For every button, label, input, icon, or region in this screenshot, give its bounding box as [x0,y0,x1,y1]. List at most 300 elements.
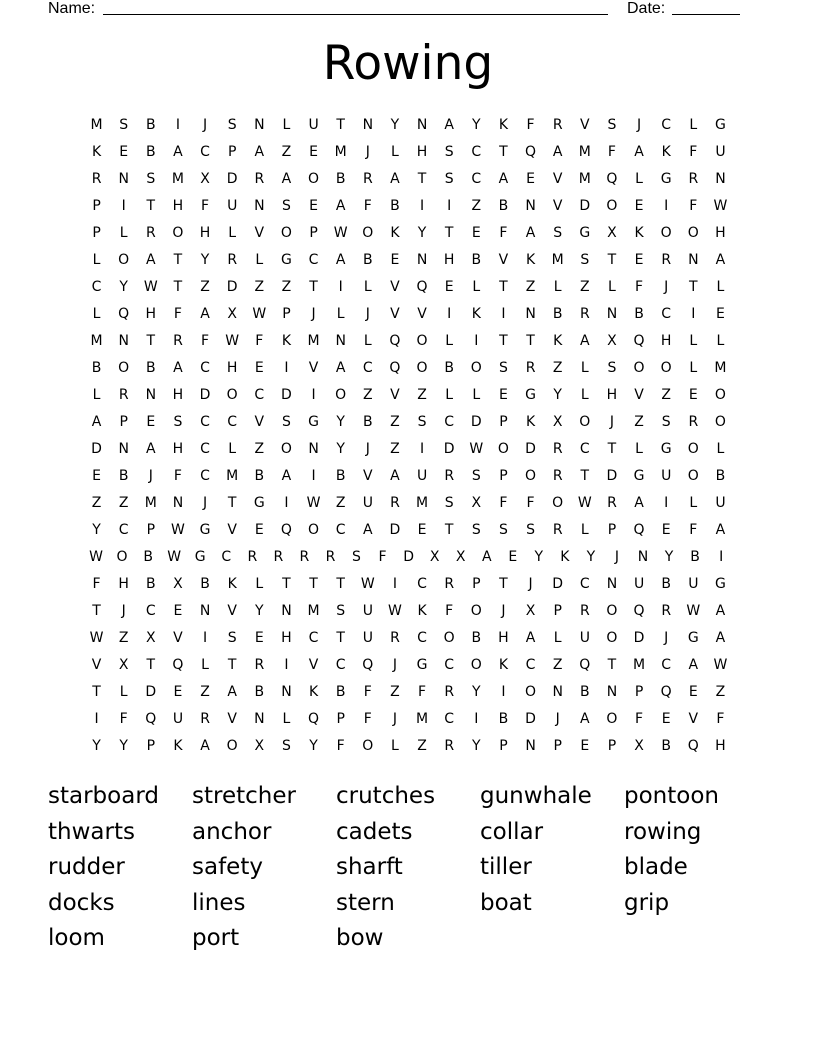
grid-letter: F [92,576,101,592]
grid-letter: J [555,711,560,727]
grid-letter: Q [633,603,645,619]
grid-letter: R [444,684,455,700]
grid-letter: T [336,576,345,592]
grid-letter: L [92,252,101,268]
grid-letter: X [525,603,536,619]
grid-letter: O [606,630,618,646]
grid-letter: A [146,252,156,268]
word-bank-item: rowing [624,818,702,845]
date-blank-line[interactable] [672,14,740,15]
grid-letter: I [392,576,397,592]
grid-letter: U [416,468,428,484]
grid-letter: W [167,549,182,565]
grid-letter: C [308,630,319,646]
grid-row [83,706,734,733]
grid-letter: Y [255,603,264,619]
grid-letter: H [606,387,618,403]
grid-letter: Q [172,657,184,673]
grid-letter: M [334,144,347,160]
grid-letter: I [121,198,126,214]
grid-letter: D [226,279,238,295]
grid-letter: S [444,495,454,511]
grid-letter: I [175,117,180,133]
grid-row [83,490,734,517]
grid-letter: O [226,387,238,403]
grid-letter: R [145,225,156,241]
grid-letter: A [281,468,292,484]
grid-letter: F [445,603,454,619]
grid-letter: S [471,522,481,538]
grid-letter: L [635,171,643,187]
word-bank-item: docks [48,889,115,916]
grid-letter: F [499,225,508,241]
grid-letter: Z [390,414,400,430]
grid-row [83,301,734,328]
grid-letter: L [228,225,237,241]
grid-row [83,517,734,544]
grid-letter: Q [525,144,537,160]
grid-letter: F [635,279,644,295]
grid-letter: G [633,468,645,484]
word-bank-item: safety [192,854,263,880]
grid-letter: G [194,549,206,565]
grid-letter: H [118,576,129,592]
grid-letter: N [715,171,726,187]
grid-letter: Y [417,225,427,241]
grid-letter: F [119,711,128,727]
grid-letter: P [119,414,128,430]
grid-letter: O [660,360,672,376]
grid-letter: U [227,198,238,214]
grid-letter: H [715,225,726,241]
grid-letter: Q [633,333,645,349]
grid-letter: J [365,441,370,457]
grid-letter: I [691,306,696,322]
grid-letter: Z [417,738,427,754]
grid-letter: W [252,306,267,322]
grid-letter: A [227,684,237,700]
grid-letter: Q [145,711,157,727]
grid-letter: C [308,252,319,268]
grid-letter: A [254,144,265,160]
grid-letter: S [281,414,291,430]
grid-letter: K [281,333,292,349]
grid-letter: I [501,684,506,700]
grid-letter: W [577,495,592,511]
grid-letter: K [560,549,570,565]
grid-letter: O [525,684,537,700]
grid-letter: G [281,252,292,268]
grid-letter: J [392,657,397,673]
grid-row [83,436,734,463]
grid-letter: N [335,333,346,349]
grid-letter: F [363,684,372,700]
grid-letter: Q [579,657,591,673]
grid-letter: B [146,360,156,376]
grid-letter: S [444,171,454,187]
grid-letter: U [715,144,726,160]
grid-letter: H [145,306,157,322]
grid-letter: Q [660,684,672,700]
grid-letter: C [525,657,536,673]
grid-letter: Z [335,495,346,511]
grid-letter: G [525,387,536,403]
grid-letter: B [91,360,102,376]
grid-letter: I [664,495,669,511]
grid-letter: E [390,252,400,268]
grid-letter: Q [389,360,401,376]
grid-letter: K [227,576,237,592]
grid-letter: J [609,414,614,430]
grid-letter: O [633,360,645,376]
grid-letter: B [254,468,265,484]
grid-letter: O [606,711,618,727]
grid-letter: U [362,630,373,646]
grid-letter: A [91,414,102,430]
grid-letter: I [501,306,506,322]
word-bank-item: blade [624,854,688,880]
grid-letter: L [119,684,128,700]
grid-letter: C [362,360,373,376]
grid-letter: O [308,171,320,187]
word-bank-item: port [192,925,240,951]
grid-letter: G [199,522,211,538]
grid-letter: E [661,522,671,538]
grid-letter: X [607,333,617,349]
grid-letter: N [362,117,374,133]
word-bank-item: anchor [192,818,272,845]
grid-letter: A [146,441,156,457]
grid-letter: Q [280,522,292,538]
grid-letter: J [365,144,370,160]
grid-letter: V [254,414,265,430]
grid-letter: C [444,414,455,430]
grid-letter: L [255,252,264,268]
word-bank-item: tiller [480,854,532,880]
grid-letter: L [472,279,481,295]
grid-letter: R [91,171,102,187]
grid-letter: S [661,414,671,430]
grid-row [83,733,734,760]
grid-letter: B [715,468,726,484]
grid-letter: H [660,333,672,349]
grid-letter: G [660,441,672,457]
grid-letter: V [634,387,644,403]
grid-letter: O [226,738,238,754]
grid-letter: E [508,549,518,565]
grid-letter: S [471,468,481,484]
grid-letter: R [325,549,336,565]
grid-letter: Y [553,387,562,403]
grid-letter: T [417,171,427,187]
worksheet-header [48,0,748,20]
grid-letter: K [634,225,644,241]
grid-letter: N [118,441,129,457]
grid-letter: Y [119,738,128,754]
grid-letter: J [528,576,533,592]
grid-letter: H [226,360,238,376]
grid-letter: E [444,279,454,295]
grid-letter: I [419,198,425,214]
grid-letter: M [714,360,727,376]
grid-letter: R [552,522,563,538]
word-bank-item: lines [192,889,246,916]
grid-letter: O [470,603,482,619]
grid-letter: N [416,252,428,268]
grid-letter: V [417,306,427,322]
grid-letter: W [388,603,402,619]
grid-letter: I [474,711,479,727]
grid-letter: N [606,576,618,592]
grid-letter: I [284,657,289,673]
grid-letter: V [308,360,319,376]
grid-letter: H [199,225,211,241]
grid-letter: E [688,387,698,403]
word-bank-item: starboard [48,783,159,809]
grid-letter: S [498,522,508,538]
grid-row [83,571,734,598]
grid-letter: L [716,441,725,457]
grid-letter: E [634,198,644,214]
grid-letter: V [227,522,237,538]
grid-letter: Z [91,495,102,511]
grid-letter: L [119,225,128,241]
grid-letter: N [606,306,618,322]
grid-letter: P [92,198,101,214]
grid-letter: P [282,306,291,322]
grid-letter: E [309,198,318,214]
grid-letter: X [118,657,129,673]
grid-letter: I [338,279,343,295]
grid-letter: F [689,522,698,538]
grid-letter: K [173,738,183,754]
grid-letter: A [552,144,563,160]
grid-letter: U [172,711,184,727]
grid-letter: Y [472,738,481,754]
grid-letter: C [471,144,482,160]
grid-letter: C [118,522,129,538]
grid-letter: P [499,468,508,484]
grid-letter: T [689,279,698,295]
grid-letter: C [444,711,455,727]
grid-letter: R [299,549,310,565]
grid-letter: K [471,306,481,322]
grid-letter: T [499,576,508,592]
grid-letter: Z [417,387,427,403]
grid-letter: O [118,252,130,268]
grid-letter: J [664,630,669,646]
grid-letter: I [202,630,208,646]
grid-letter: L [255,576,264,592]
grid-letter: F [378,549,387,565]
grid-letter: G [687,630,699,646]
grid-letter: X [173,576,183,592]
grid-letter: W [171,522,185,538]
grid-letter: H [172,441,184,457]
grid-letter: Z [200,279,210,295]
grid-letter: Q [416,279,428,295]
grid-letter: Q [362,657,374,673]
grid-letter: N [525,738,536,754]
grid-letter: J [664,279,669,295]
grid-letter: W [713,198,728,214]
grid-letter: G [308,414,319,430]
grid-letter: I [664,198,669,214]
grid-letter: M [307,333,320,349]
grid-letter: M [551,252,564,268]
name-blank-line[interactable] [103,14,608,15]
grid-letter: P [607,522,617,538]
grid-letter: P [607,738,617,754]
grid-letter: Z [118,630,129,646]
grid-letter: R [525,360,536,376]
grid-letter: C [579,576,590,592]
grid-letter: B [661,576,671,592]
date-label: Date: [627,0,666,17]
grid-letter: S [227,117,237,133]
grid-letter: B [254,684,265,700]
grid-row [83,409,734,436]
grid-letter: I [94,711,99,727]
grid-letter: L [689,117,698,133]
grid-letter: U [661,468,672,484]
grid-letter: K [553,333,563,349]
grid-letter: Y [200,252,210,268]
grid-letter: O [714,387,726,403]
grid-letter: J [121,603,126,619]
grid-letter: D [579,198,591,214]
grid-letter: L [716,279,725,295]
grid-letter: E [119,144,129,160]
grid-letter: P [146,738,156,754]
grid-letter: I [284,495,289,511]
grid-letter: D [525,441,536,457]
grid-letter: B [363,414,373,430]
grid-letter: B [363,252,373,268]
grid-letter: W [686,603,701,619]
grid-letter: G [715,117,726,133]
grid-letter: E [254,630,264,646]
grid-letter: L [391,144,399,160]
grid-letter: L [580,387,589,403]
grid-letter: V [552,171,563,187]
grid-letter: Z [580,279,590,295]
grid-letter: K [525,414,536,430]
grid-letter: T [444,522,454,538]
grid-letter: E [634,252,644,268]
grid-letter: A [444,117,454,133]
grid-letter: R [227,252,238,268]
grid-letter: B [444,360,454,376]
grid-letter: N [254,711,265,727]
grid-row [83,463,734,490]
grid-letter: T [444,225,454,241]
grid-letter: L [228,441,237,457]
grid-letter: N [416,117,428,133]
grid-letter: T [92,603,101,619]
grid-letter: O [660,225,672,241]
grid-letter: J [614,549,620,565]
grid-row [83,112,734,139]
grid-letter: N [688,252,699,268]
grid-letter: E [254,522,264,538]
word-bank-item: collar [480,818,544,845]
grid-letter: U [715,495,726,511]
grid-letter: L [580,522,589,538]
grid-letter: Y [336,414,345,430]
grid-letter: P [336,711,345,727]
grid-letter: F [635,711,644,727]
grid-letter: G [660,171,672,187]
grid-letter: J [636,117,642,133]
grid-letter: M [633,657,646,673]
grid-letter: P [309,225,318,241]
grid-letter: Y [390,117,400,133]
word-bank-item: sharft [336,854,403,880]
grid-letter: F [418,684,427,700]
grid-letter: A [335,360,346,376]
grid-letter: L [445,333,454,349]
grid-letter: H [498,630,509,646]
grid-letter: C [444,657,455,673]
grid-letter: S [580,252,590,268]
grid-letter: J [501,603,506,619]
grid-letter: E [499,387,508,403]
word-bank-item: cadets [336,818,413,845]
grid-letter: C [200,414,210,430]
grid-letter: B [471,252,482,268]
grid-letter: C [417,630,427,646]
grid-letter: B [690,549,700,565]
grid-letter: V [552,198,563,214]
grid-letter: A [715,603,726,619]
grid-letter: Q [308,711,320,727]
grid-letter: O [443,630,455,646]
grid-letter: C [221,549,232,565]
grid-letter: E [471,225,481,241]
grid-letter: H [715,738,726,754]
grid-letter: A [580,711,590,727]
grid-letter: C [661,657,672,673]
grid-letter: S [526,522,535,538]
grid-letter: O [714,414,726,430]
grid-letter: O [416,360,428,376]
grid-letter: A [481,549,492,565]
grid-letter: Y [309,738,318,754]
grid-letter: A [173,360,183,376]
grid-letter: R [444,576,455,592]
grid-letter: E [688,684,698,700]
grid-letter: R [118,387,129,403]
grid-letter: D [91,441,102,457]
grid-letter: Q [389,333,401,349]
grid-letter: L [363,279,372,295]
grid-letter: I [311,387,316,403]
grid-letter: C [200,144,210,160]
grid-letter: I [474,333,479,349]
grid-letter: S [607,117,617,133]
grid-letter: W [306,495,321,511]
grid-letter: G [579,225,591,241]
grid-letter: C [335,522,346,538]
grid-letter: X [634,738,644,754]
grid-letter: S [607,360,617,376]
grid-letter: Z [254,441,265,457]
grid-letter: U [362,603,373,619]
grid-letter: H [172,198,184,214]
grid-letter: Z [390,441,400,457]
grid-letter: F [363,711,372,727]
